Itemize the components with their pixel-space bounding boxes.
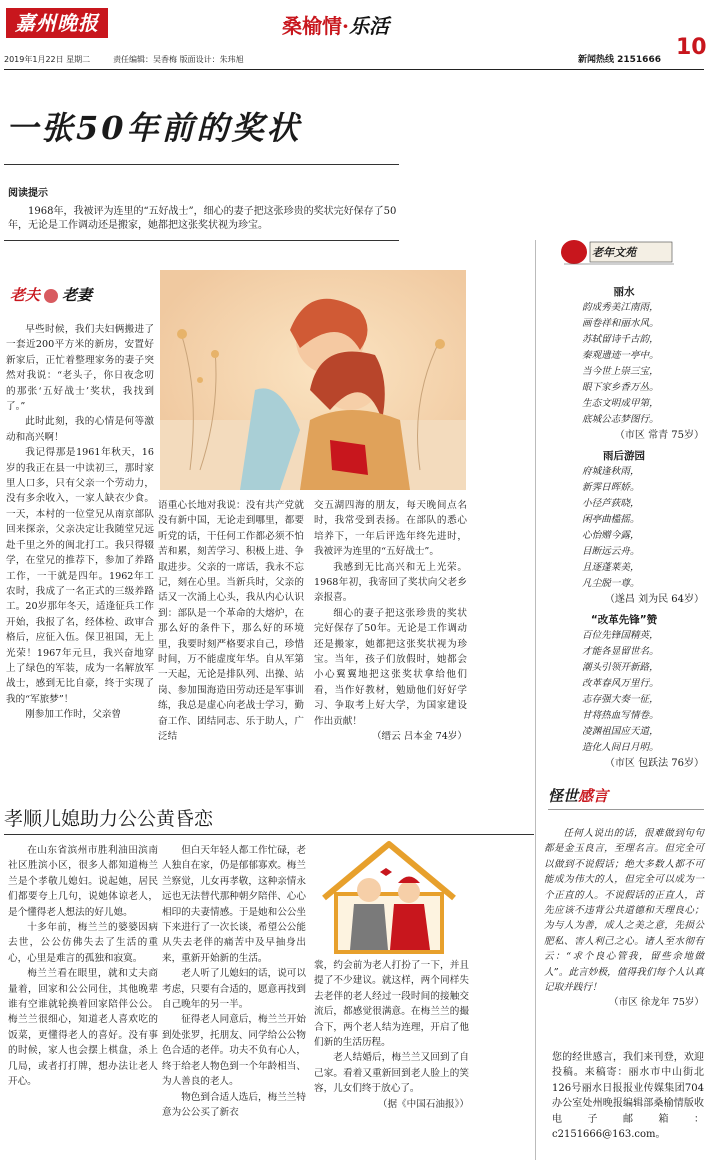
ganyan-essay: 任何人说出的话，很难做到句句都是金玉良言，至理名言。但完全可以做到不说假话；绝大多数人都不可能成为伟大的人，但完全可以成为一个正直的人。不说假话的正直人，首先应该不违背公共道德和天理良心；为与人为善，成人之美之意，先损公肥私、害人利己之心。诸人至水彻有云：“求个良心管我，留些余地做人”。此言妙极，值得我们每个人认真记取并践行！ （市区 徐龙年 75岁） [544, 828, 704, 1009]
poem-3: “改革先锋”赞 百位先锋国精英， 才能各显留世名。 潮头引领开新路， 改革春风万里行。 志存强大奏一征， 甘将热血写情卷。 凌渊祖国应天道， 造化人间日月明。 （市区 包跃法 76岁） [582, 614, 704, 769]
couple-icon [44, 289, 58, 303]
second-column-2: 但白天年轻人都工作忙碌，老人独自在家，仍是郁郁寡欢。梅兰兰察觉，儿女再孝敬，这种亲情永远也无法替代那种朝夕陪伴、心心相印的夫妻情感。于是她和公公坐下来进行了一次长谈，希望公公能从失去老伴的痛苦中及早抽身出来，重新开始新的生活。 老人听了儿媳妇的话，说可以考虑，只要有合适的，愿意再找到自己晚年的另一半。 征得老人同意后，梅兰兰开始到处张罗，托朋友、同学给公公物色合适的老伴。功夫不负有心人，终于给老人物色到一个年龄相当、为人善良的老人。 物色到合适人选后，梅兰兰特意为公公买了新衣 [162, 845, 306, 1118]
editors-credit: 责任编辑：吴香梅 版面设计：朱玮旭 [113, 55, 244, 64]
poem-2: 雨后游园 府城逢秋雨， 新霁日晖娇。 小径芦荻晓， 闲亭曲槛摇。 心怡赠今露， 目断远云舟。 且逐蓬莱美， 凡尘脱一尊。 （遂昌 刘为民 64岁） [582, 450, 704, 605]
second-headline: 孝顺儿媳助力公公黄昏恋 [4, 808, 214, 830]
ganyan-banner: 怪世感言 [548, 782, 704, 810]
date-bar: 2019年1月22日 星期二 责任编辑：吴香梅 版面设计：朱玮旭 [4, 55, 244, 64]
poem-1: 丽水 韵成秀美江南雨， 画卷祥和丽水风。 苏轼留诗千古韵， 秦观遗迹一亭中。 当今世上崇三宝， 眼下家乡香万丛。 生态文明成甲第， 底城公志梦图行。 （市区 常青 75岁） [582, 286, 704, 441]
second-column-3: 裳，约会前为老人打扮了一下，并且提了不少建议。就这样，两个同样失去老伴的老人经过一段时间的接触交流后，都感觉很满意。在梅兰兰的撮合下，两个老人结为连理，开启了他们新的生活历程。 老人结婚后，梅兰兰又回到了自己家。看着又重新回到老人脸上的笑容，儿女们终于放心了。 （据《中国石油报》） [314, 958, 469, 1112]
header-rule [4, 69, 704, 70]
masthead-logo: 嘉州晚报 [6, 8, 108, 38]
headline-rule [4, 164, 399, 165]
column-tag: 老夫 老妻 [10, 286, 93, 304]
feature-headline: 一张50年前的奖状 [6, 109, 302, 147]
lead-label: 阅读提示 [8, 188, 48, 199]
feature-column-2: 语重心长地对我说：没有共产党就没有新中国，无论走到哪里，都要听党的话，干任何工作都必须不怕苦和累，刻苦学习、积极上进、争取进步。父亲的一席话，我永不忘记，刻在心里。当新兵时，父亲的话又一次涌上心头，我从内心认识到：部队是一个革命的大熔炉，在那么好的条件下，那么好的环境里，我要时刻严格要求自己，珍惜时间，万不能虚度年华。自从军第一天起，无论是排队列、出操、站岗、参加围海造田劳动还是军事训练，我总是虚心向老战士学习，勤奋工作、团结同志、乐于助人，广泛结 [158, 500, 304, 743]
wedding-couple-illustration [314, 838, 464, 956]
feature-byline: （缙云 吕本金 74岁） [371, 731, 467, 743]
feature-column-3: 交五湖四海的朋友，每天晚间点名时，我常受到表扬。在部队的悉心培养下，一年后评选年终先进时，我被评为连里的“五好战士”。 我感到无比高兴和无上光荣。1968年初，我寄回了奖状向父老乡亲报喜。 细心的妻子把这张珍贵的奖状完好保存了50年。无论是工作调动还是搬家，她都把这张奖状视为珍宝。当年，孩子们放假时，她都会小心翼翼地把这张奖状拿给他们看，当作好教材，勉励他们好好学习、争取考上好大学，为国家建设作出贡献！ （缙云 吕本金 74岁） [314, 498, 467, 745]
sidebar-section-label: 老年文苑 [592, 246, 636, 259]
poem-list [544, 284, 704, 776]
second-byline: （据《中国石油报》） [377, 1098, 469, 1110]
page-number: 10 [676, 35, 707, 60]
couple-illustration [160, 270, 466, 490]
sidebar-divider [535, 240, 536, 1160]
section-title: 桑榆情·乐活 [282, 14, 389, 38]
news-hotline: 新闻热线 2151666 [578, 55, 661, 65]
second-headline-rule [4, 834, 534, 835]
feature-column-1: 早些时候，我们夫妇俩搬进了一套近200平方米的新房，安置好新家后，正忙着整理家务的妻子突然对我说：“老头子，你日夜念叨的那张‘五好战士’奖状，我找到了。” 此时此刻，我的心情是何等激动和高兴啊！ 我记得那是1961年秋天，16岁的我正在县一中读初三，那时家里人口多，只有父亲一个劳动力，没有多余收入，一家人缺衣少食。一天，本村的一位堂兄从南京部队回来探亲，父亲决定让我随堂兄远赴千里之外的闽北打工。我只得辍学，在堂兄的推荐下，参加了养路工作，一干就是四年。1962年工农时，我成了一名正式的三级养路工。20岁那年冬天，适逢征兵工作开始，我报了名，经体检、政审合格后，应征入伍。保卫祖国，无上光荣！1967年元旦，我兴奋地穿上了绿色的军装，成为一名解放军战士，感到无比自豪，终于实现了我的“军旅梦”！ 刚参加工作时，父亲曾 [6, 324, 154, 721]
submission-notice: 您的经世感言，我们来刊登，欢迎投稿。来稿寄：丽水市中山街北126号丽水日报报业传媒集团704办公室处州晚报编辑部桑榆情版收电子邮箱：c2151666@163.com。 [552, 1052, 704, 1141]
lead-text: 1968年，我被评为连里的“五好战士”，细心的妻子把这张珍贵的奖状完好保存了50年，无论是工作调动还是搬家，她都把这张奖状视为珍宝。 [8, 206, 397, 231]
second-column-1: 在山东省滨州市胜利油田滨南社区胜滨小区，很多人都知道梅兰兰是个孝敬儿媳妇。说起她，居民们都要夸上几句，说她体谅老人，是个懂得老人想法的好儿媳。 十多年前，梅兰兰的婆婆因病去世，公公仿佛失去了生活的重心，心里是难言的孤独和寂寞。 梅兰兰看在眼里，就和丈夫商量着，回家和公公同住，其他晚辈谁有空谁就轮换着回家陪伴公公。梅兰兰很细心，知道老人喜欢吃的饭菜，更懂得老人的喜好。没有事的时候，家人也会摆上棋盘，杀上几局，或者打打牌，想办法让老人开心。 [8, 845, 158, 1088]
lead-rule [4, 240, 399, 241]
